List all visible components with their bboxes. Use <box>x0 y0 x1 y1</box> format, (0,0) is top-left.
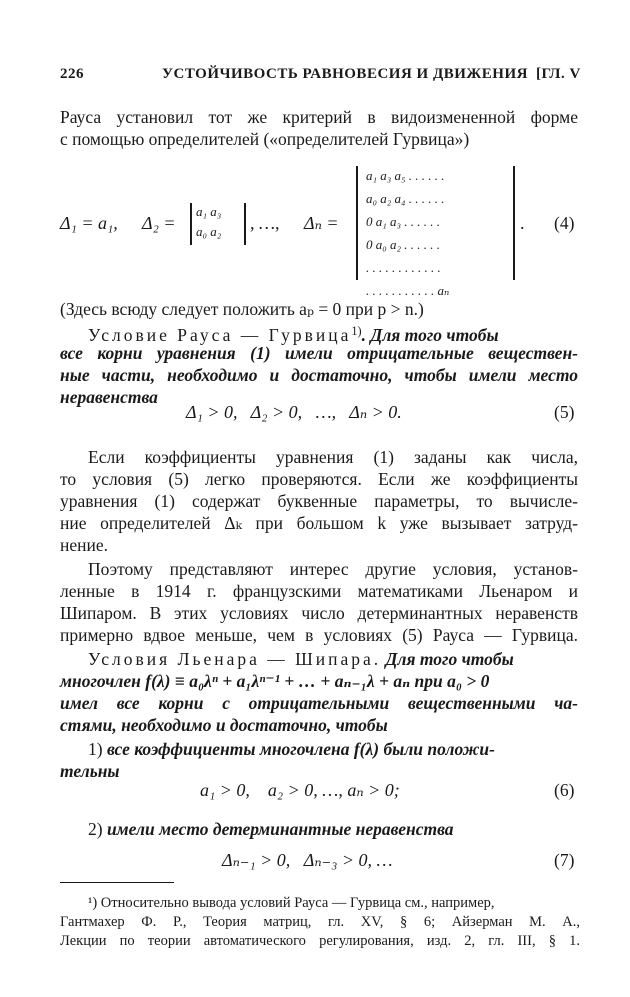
det2-left-bar <box>190 203 192 245</box>
detn-row-1: a₁ a₃ a₅ . . . . . . <box>366 168 445 183</box>
para2-line-1: Поэтому представляют интерес другие условия, установ- <box>88 559 578 579</box>
para1-line-4: ние определителей Δₖ при большом k уже вызывает затруд- <box>60 513 578 533</box>
theorem2-text1: Для того чтобы <box>385 649 514 669</box>
footnote-line-3: Лекции по теории автоматического регулирования, изд. 2, гл. III, § 1. <box>60 933 580 949</box>
detn-right-bar <box>513 166 515 280</box>
item1-text: все коэффициенты многочлена f(λ) были положи- <box>106 739 495 759</box>
footnote-rule <box>60 882 174 883</box>
eq4-number: (4) <box>554 213 575 233</box>
para2-line-3: Шипаром. В этих условиях число детерминантных неравенств <box>60 603 578 623</box>
detn-left-bar <box>356 166 358 280</box>
footnote-ref: 1) <box>351 324 362 338</box>
para1-line-1: Если коэффициенты уравнения (1) заданы как числа, <box>88 447 578 467</box>
detn-row-6: . . . . . . . . . . . aₙ <box>366 283 450 298</box>
detn-row-5: . . . . . . . . . . . . <box>366 260 441 275</box>
eq6-number: (6) <box>554 780 575 800</box>
det2-row-2: a₀ a₂ <box>196 224 222 239</box>
eq4-delta2-label: Δ₂ = <box>142 213 176 233</box>
eq6-formula: a₁ > 0, a₂ > 0, …, aₙ > 0; <box>200 780 400 800</box>
detn-row-2: a₀ a₂ a₄ . . . . . . <box>366 191 445 206</box>
theorem2-name: Условия Льенара — Шипара. <box>88 649 382 669</box>
eq5-number: (5) <box>554 402 575 422</box>
det2-right-bar <box>244 203 246 245</box>
theorem1-line-3: ные части, необходимо и достаточно, чтобы имели место <box>60 365 578 385</box>
para2-line-4: примерно вдвое меньше, чем в условиях (5) Рауса — Гурвица. <box>60 625 578 645</box>
item2-number: 2) <box>88 819 103 839</box>
eq5-formula: Δ₁ > 0, Δ₂ > 0, …, Δₙ > 0. <box>186 402 402 422</box>
eq4-dot: . <box>520 213 525 233</box>
item1-line-2: тельны <box>60 761 120 781</box>
chapter-label: [ГЛ. V <box>536 66 581 82</box>
item2-text: имели место детерминантные неравенства <box>106 819 454 839</box>
para2-line-2: ленные в 1914 г. французскими математиками Льенаром и <box>60 581 578 601</box>
theorem2-line-3: имел все корни с отрицательными вещественными ча- <box>60 693 578 713</box>
theorem2-line-1 <box>88 648 578 670</box>
theorem2-item1 <box>88 738 578 760</box>
eq4-ellipsis: , …, <box>250 213 280 233</box>
theorem1-name: Условие Рауса — Гурвица <box>88 325 352 345</box>
page-number: 226 <box>60 66 84 82</box>
theorem1-text1: . Для того чтобы <box>361 325 499 345</box>
para1-line-2: то условия (5) легко проверяются. Если же коэффициенты <box>60 469 578 489</box>
theorem1-line-2: все корни уравнения (1) имели отрицательные веществен- <box>60 343 578 363</box>
footnote-line-1: ¹) Относительно вывода условий Рауса — Гурвица см., например, <box>88 895 495 911</box>
theorem1-line-4: неравенства <box>60 387 158 407</box>
det2-row-1: a₁ a₃ <box>196 204 222 219</box>
intro-line-1: Рауса установил тот же критерий в видоизмененной форме <box>60 107 578 127</box>
eq4-deltan-label: Δₙ = <box>304 213 339 233</box>
footnote-line-2: Гантмахер Ф. Р., Теория матриц, гл. XV, § 6; Айзерман М. А., <box>60 914 580 930</box>
para1-line-3: уравнения (1) содержат буквенные параметры, то вычисле- <box>60 491 578 511</box>
note: (Здесь всюду следует положить aₚ = 0 при p > n.) <box>60 299 424 319</box>
theorem2-line-2: многочлен f(λ) ≡ a₀λⁿ + a₁λⁿ⁻¹ + … + aₙ₋₁λ + aₙ при a₀ > 0 <box>60 671 490 691</box>
item1-number: 1) <box>88 739 103 759</box>
eq7-formula: Δₙ₋₁ > 0, Δₙ₋₃ > 0, … <box>222 850 393 870</box>
intro-line-2: с помощью определителей («определителей Гурвица») <box>60 129 470 149</box>
theorem2-line-4: стями, необходимо и достаточно, чтобы <box>60 715 388 735</box>
para1-line-5: нение. <box>60 535 109 555</box>
detn-row-3: 0 a₁ a₃ . . . . . . <box>366 214 441 229</box>
detn-matrix <box>366 164 449 302</box>
running-title: УСТОЙЧИВОСТЬ РАВНОВЕСИЯ И ДВИЖЕНИЯ <box>162 66 528 82</box>
eq4-delta1: Δ₁ = a₁, <box>60 213 118 233</box>
eq7-number: (7) <box>554 850 575 870</box>
det2-matrix <box>196 202 221 242</box>
detn-row-4: 0 a₀ a₂ . . . . . . <box>366 237 441 252</box>
item2 <box>88 818 578 840</box>
